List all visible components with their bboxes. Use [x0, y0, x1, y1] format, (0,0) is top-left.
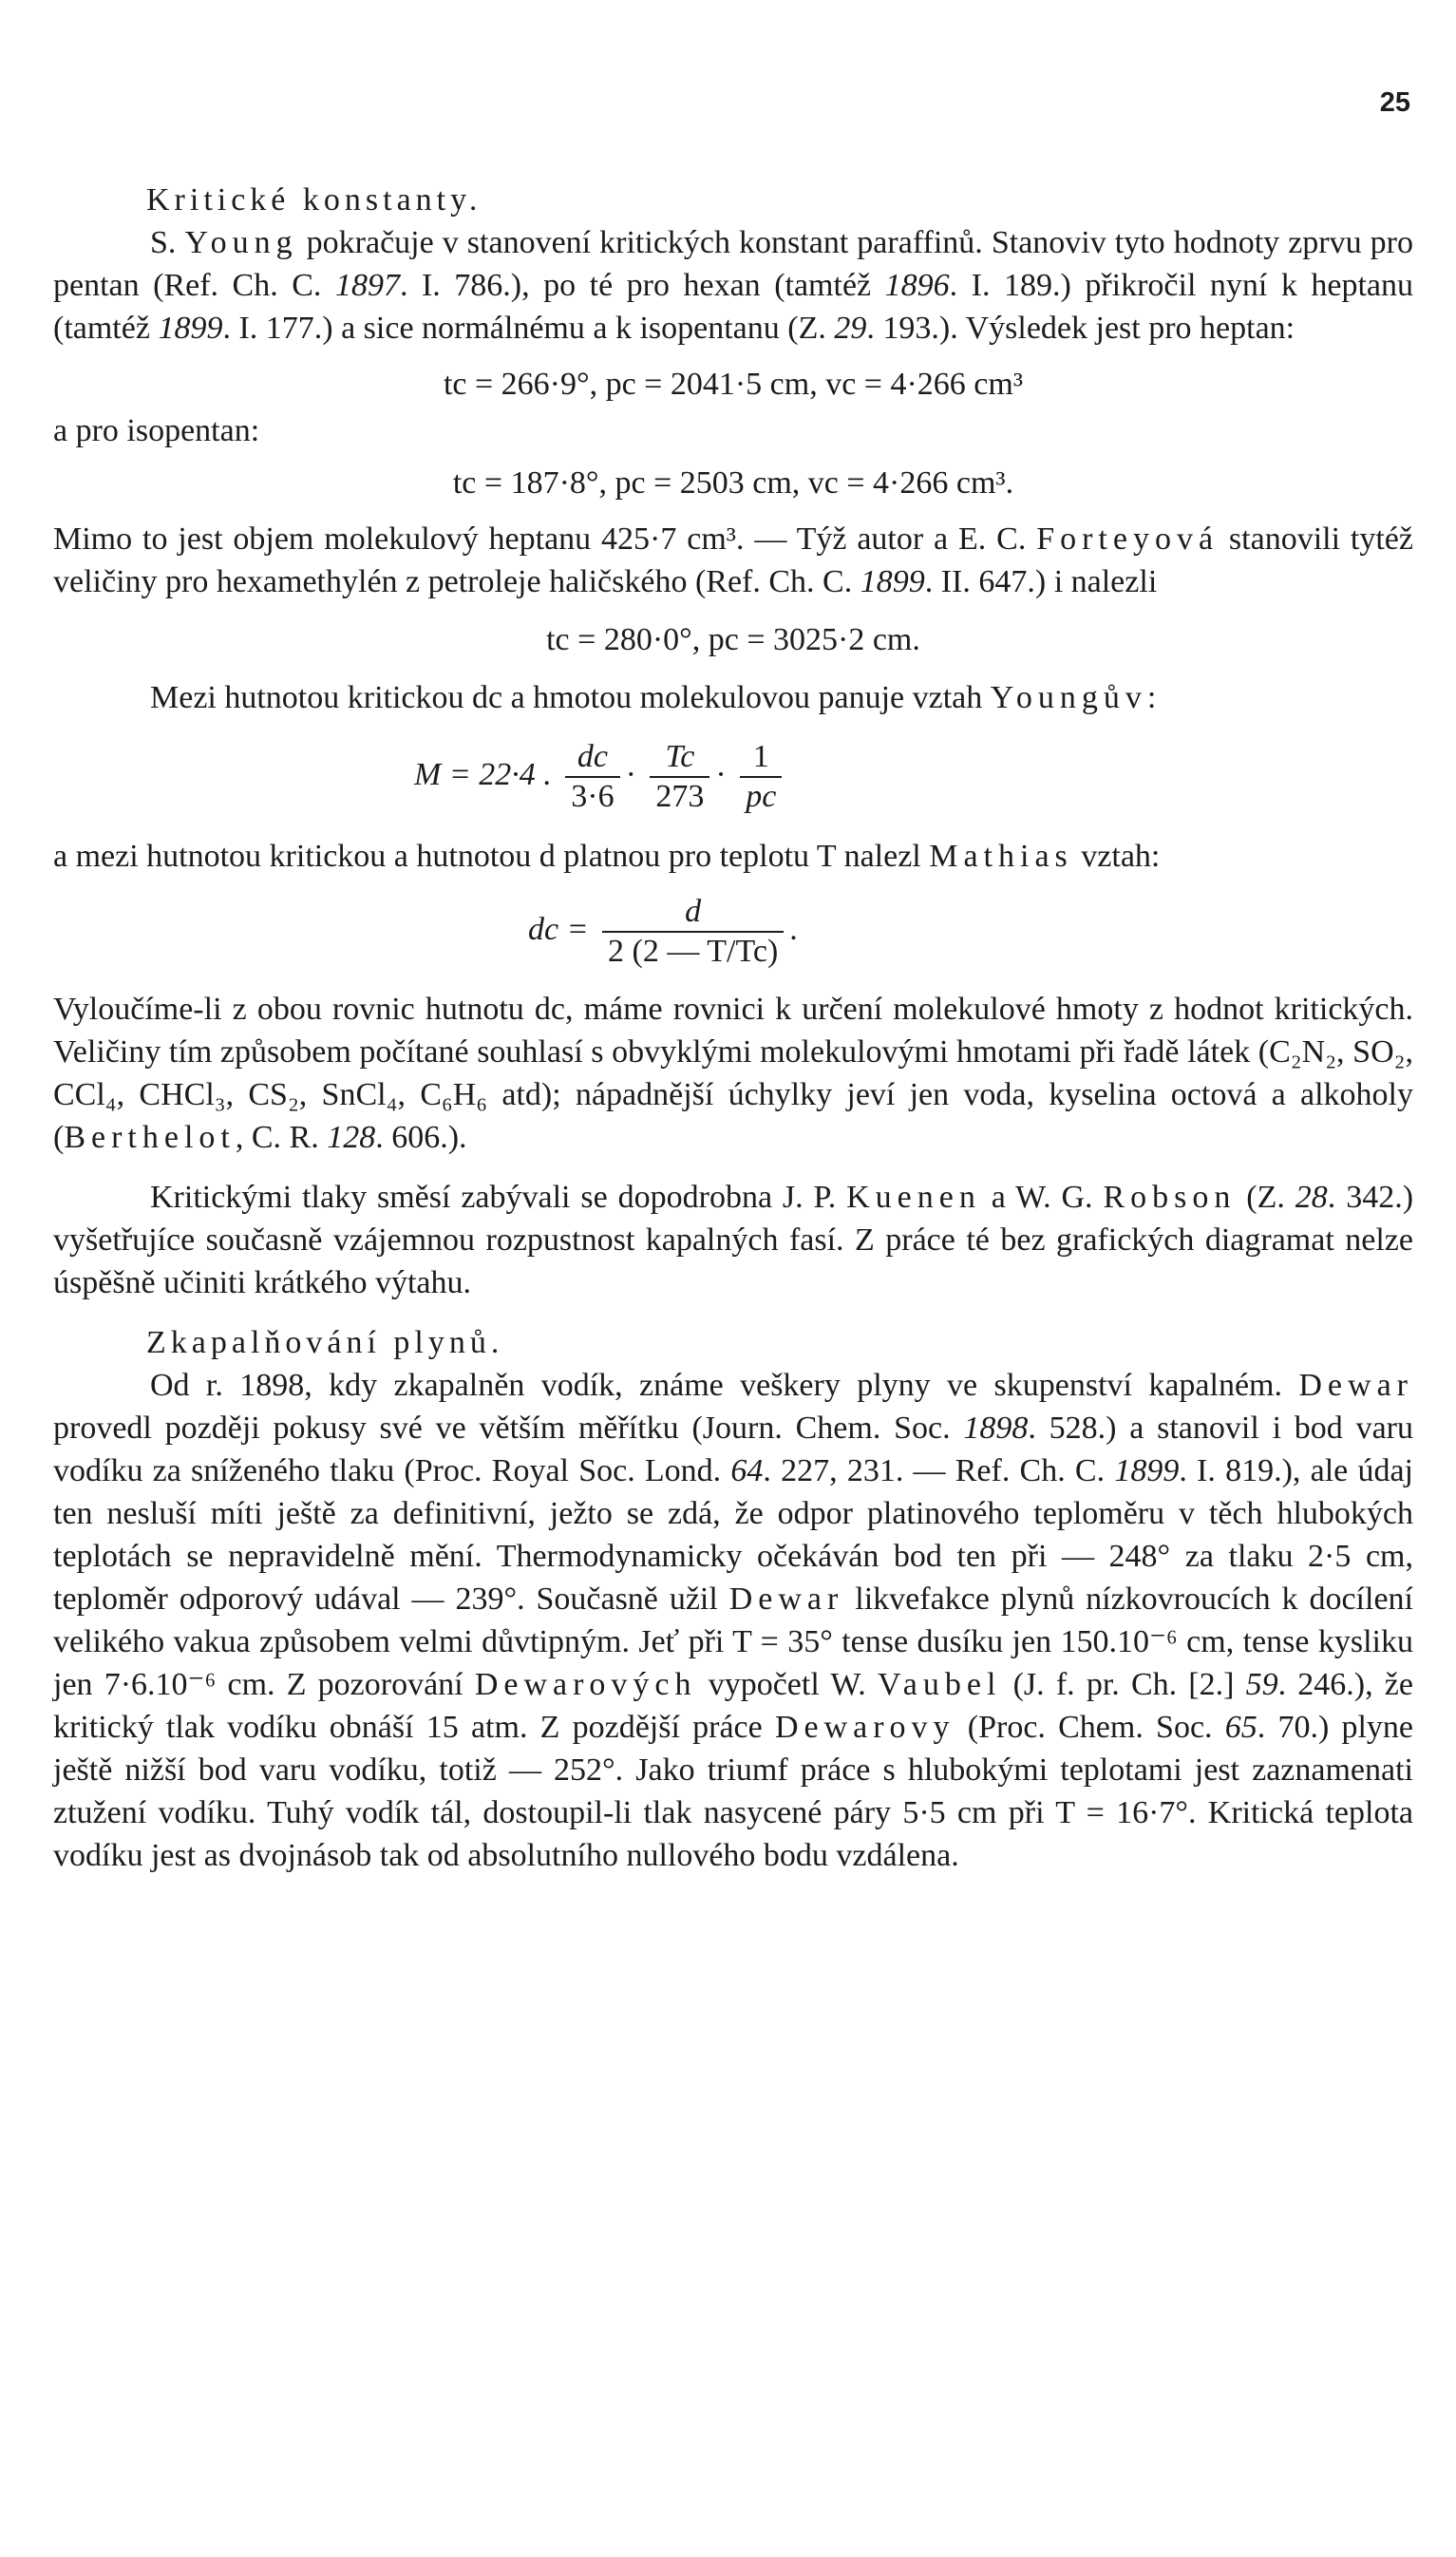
paragraph-mixtures: Kritickými tlaky směsí zabývali se dopodrobna J. P. Kuenen a W. G. Robson (Z. 28. 342.) vyšetřujíce současně vzájemnou rozpustnost kapalných fasí. Z práce té bez grafických diagramat nelze úspěšně učiniti krátkého výtahu. [53, 1180, 1414, 1300]
fraction: $\frac{Tc}{273}$ [650, 738, 709, 816]
fraction: $\frac{d}{2 (2 — T/Tc)}$ [602, 893, 784, 971]
author-name: Vaubel [877, 1667, 1002, 1702]
page-number: 25 [1379, 87, 1410, 118]
author-name: Forteyová [1036, 521, 1220, 557]
author-name: Youngův [990, 680, 1147, 715]
text-column [53, 179, 1413, 1877]
author-name: Berthelot [64, 1120, 236, 1155]
paragraph-molar-volume: Mimo to jest objem molekulový heptanu 425·7 cm³. — Týž autor a E. C. Forteyová stanovili tytéž veličiny pro hexamethylén z petroleje haličského (Ref. Ch. C. 1899. II. 647.) i nalezli [53, 521, 1413, 599]
section-heading-gas-liquefaction: Zkapalňování plynů. [146, 1325, 504, 1360]
equation-heptane: tc = 266·9°, pc = 2041·5 cm, vc = 4·266 cm³ [443, 367, 1024, 402]
equation-hexamethylene: tc = 280·0°, pc = 3025·2 cm. [546, 622, 920, 657]
author-name: Mathias [929, 839, 1073, 874]
equation-critical-density: dc = $\frac{d}{2 (2 — T/Tc)}$ . [528, 894, 798, 969]
fraction: $\frac{1}{pc}$ [740, 738, 782, 816]
fraction: $\frac{dc}{3\cdot 6}$ [565, 738, 619, 816]
paragraph-elimination: Vyloučíme-li z obou rovnic hutnotu dc, máme rovnici k určení molekulové hmoty z hodnot kritických. Veličiny tím způsobem počítané souhlasí s obvyklými molekulovými hmotami při řadě látek (C₂N₂, SO₂, CCl₄, CHCl₃, CS₂, SnCl₄, C₆H₆ atd); nápadnější úchylky jeví jen voda, kyselina octová a alkoholy (Berthelot, C. R. 128. 606.). [53, 992, 1413, 1155]
paragraph-young: S. Young pokračuje v stanovení kritických konstant paraffinů. Stanoviv tyto hodnoty zprvu pro pentan (Ref. Ch. C. 1897. I. 786.), po té pro hexan (tamtéž 1896. I. 189.) přikročil nyní k heptanu (tamtéž 1899. I. 177.) a sice normálnému a k isopentanu (Z. 29. 193.). Výsledek jest pro heptan: [53, 225, 1413, 346]
paragraph-mathias: a mezi hutnotou kritickou a hutnotou d platnou pro teplotu T nalezl Mathias vztah: [53, 839, 1161, 874]
author-name: Young [184, 225, 298, 260]
paragraph-young-relation: Mezi hutnotou kritickou dc a hmotou molekulovou panuje vztah Youngův: [150, 680, 1157, 715]
author-name: Robson [1103, 1180, 1237, 1215]
author-name: Dewarových [474, 1667, 697, 1702]
author-name: Dewarovy [774, 1710, 955, 1745]
author-name: Dewar [728, 1582, 844, 1617]
equation-molecular-mass: M = 22·4 . $\frac{dc}{3\cdot 6}$ · $\frac{Tc}{273}$ · $\frac{1}{pc}$ [414, 738, 1413, 816]
section-heading-critical-constants: Kritické konstanty. [146, 182, 482, 218]
isopentane-label: a pro isopentan: [53, 413, 260, 448]
author-name: Dewar [1298, 1368, 1413, 1403]
paragraph-liquefaction: Od r. 1898, kdy zkapalněn vodík, známe veškery plyny ve skupenství kapalném. Dewar provedl později pokusy své ve větším měřítku (Journ. Chem. Soc. 1898. 528.) a stanovil i bod varu vodíku za sníženého tlaku (Proc. Royal Soc. Lond. 64. 227, 231. — Ref. Ch. C. 1899. I. 819.), ale údaj ten nesluší míti ještě za definitivní, ježto se zdá, že odpor platinového teploměru v těch hlubokých teplotách se nepravidelně mění. Thermodynamicky očekáván bod ten při — 248° za tlaku 2·5 cm, teploměr odporový udával — 239°. Současně užil Dewar likvefakce plynů nízkovroucích k docílení velikého vakua způsobem velmi důvtipným. Jeť při T = 35° tense dusíku jen 150.10⁻⁶ cm, tense kysliku jen 7·6.10⁻⁶ cm. Z pozorování Dewarových vypočetl W. Vaubel (J. f. pr. Ch. [2.] 59. 246.), že kritický tlak vodíku obnáší 15 atm. Z pozdější práce Dewarovy (Proc. Chem. Soc. 65. 70.) plyne ještě nižší bod varu vodíku, totiž — 252°. Jako triumf práce s hlubokými teplotami jest zaznamenati ztužení vodíku. Tuhý vodík tál, dostoupil-li tlak nasycené páry 5·5 cm při T = 16·7°. Kritická teplota vodíku jest as dvojnásob tak od absolutního nullového bodu vzdálena. [53, 1368, 1413, 1873]
author-name: Kuenen [846, 1180, 981, 1215]
equation-isopentane: tc = 187·8°, pc = 2503 cm, vc = 4·266 cm³. [452, 465, 1014, 501]
